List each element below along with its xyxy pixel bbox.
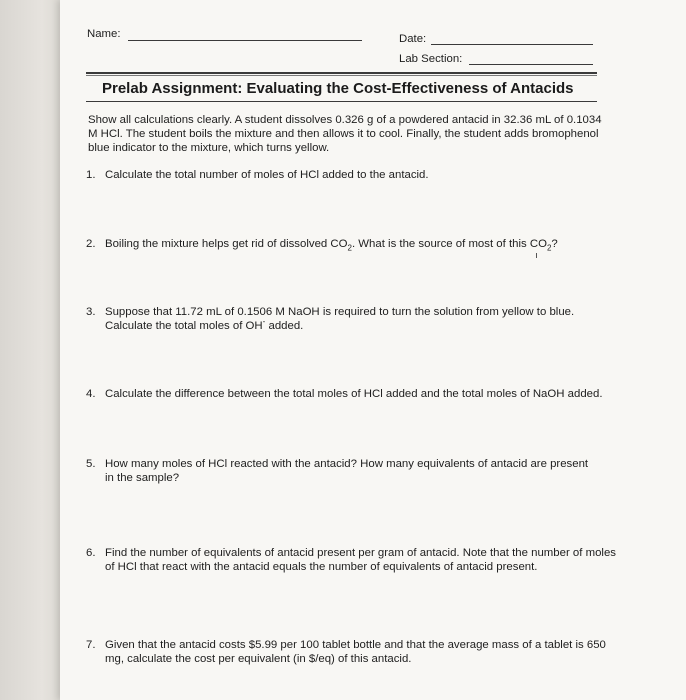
name-blank-line — [128, 40, 362, 41]
question-text: Find the number of equivalents of antacid present per gram of antacid. Note that the number of moles of HCl that react with the antacid equals the number of equivalents of antacid present. — [105, 547, 616, 573]
pen-mark — [536, 253, 537, 258]
question-3 — [86, 305, 611, 333]
question-number: 3. — [86, 306, 96, 318]
lab-section-blank-line — [469, 64, 593, 65]
title-top-rule — [86, 72, 597, 74]
question-7 — [86, 638, 626, 666]
name-label: Name: — [87, 28, 121, 40]
question-number: 2. — [86, 238, 96, 250]
worksheet-page — [60, 0, 686, 700]
question-5 — [86, 457, 596, 485]
question-text: Given that the antacid costs $5.99 per 100 tablet bottle and that the average mass of a tablet is 650 mg, calculate the cost per equivalent (in $/eq) of this antacid. — [105, 639, 606, 665]
title-bottom-rule — [86, 101, 597, 102]
question-text: How many moles of HCl reacted with the antacid? How many equivalents of antacid are present in the sample? — [105, 458, 589, 484]
question-number: 7. — [86, 639, 96, 651]
question-text: Calculate the total number of moles of HCl added to the antacid. — [105, 169, 429, 181]
question-number: 4. — [86, 388, 96, 400]
page-edge-shadow — [0, 0, 60, 700]
date-label: Date: — [399, 33, 427, 45]
question-number: 1. — [86, 169, 96, 181]
question-number: 5. — [86, 458, 96, 470]
question-text: Suppose that 11.72 mL of 0.1506 M NaOH is required to turn the solution from yellow to blue. Calculate the total moles of OH- added. — [105, 306, 575, 332]
question-1 — [86, 168, 626, 182]
intro-paragraph: Show all calculations clearly. A student dissolves 0.326 g of a powdered antacid in 32.36 mL of 0.1034 M HCl. The student boils the mixture and then allows it to cool. Finally, the student adds bromophenol blue indicator to the mixture, which turns yellow. — [88, 114, 602, 154]
question-text: Calculate the difference between the total moles of HCl added and the total moles of NaOH added. — [105, 388, 603, 400]
question-text: Boiling the mixture helps get rid of dissolved $CO_2$. What is the source of most of this $CO_2$? — [105, 238, 558, 253]
page-title: Prelab Assignment: Evaluating the Cost-Effectiveness of Antacids — [102, 80, 574, 97]
lab-section-label: Lab Section: — [399, 53, 463, 65]
question-number: 6. — [86, 547, 96, 559]
question-4 — [86, 387, 606, 401]
question-2 — [86, 237, 626, 251]
title-top-rule-thin — [86, 75, 597, 76]
date-blank-line — [431, 44, 593, 45]
question-6 — [86, 546, 626, 574]
